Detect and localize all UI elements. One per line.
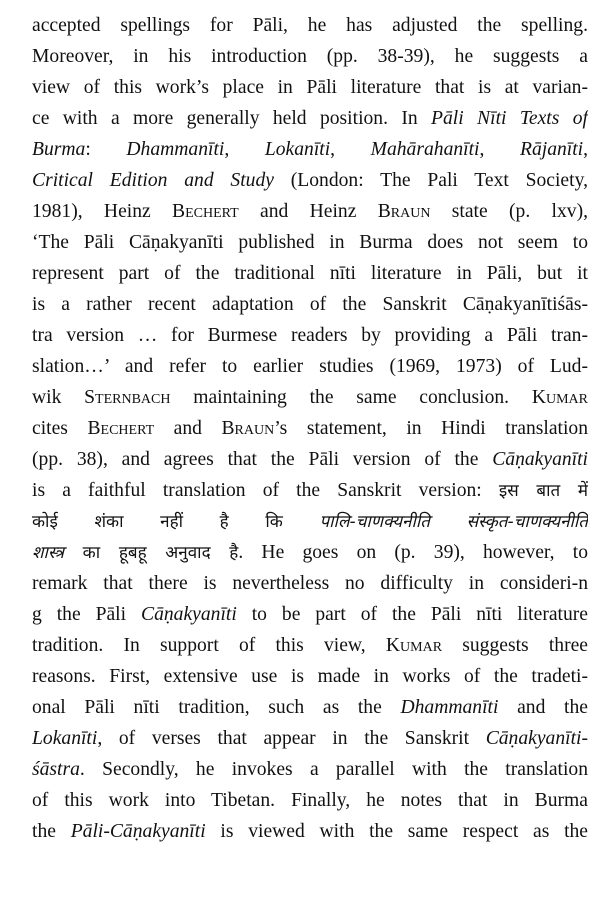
text-segment: , of verses that appear in the Sanskrit bbox=[97, 728, 486, 749]
text-line bbox=[32, 258, 588, 289]
text-line bbox=[32, 816, 588, 847]
text-segment: remark that there is nevertheless no difficulty in consideri-n bbox=[32, 573, 588, 594]
text-line bbox=[32, 723, 588, 754]
text-line bbox=[32, 41, 588, 72]
text-segment: Moreover, in his introduction (pp. 38-39), he suggests a bbox=[32, 46, 588, 67]
text-line bbox=[32, 103, 588, 134]
author-name-smallcaps: Kumar bbox=[385, 635, 443, 656]
text-segment: wik bbox=[32, 387, 85, 408]
text-segment: cites bbox=[32, 418, 88, 439]
text-segment: is viewed with the same respect as the bbox=[205, 821, 588, 842]
text-segment: tradition. In support of this view, bbox=[32, 635, 386, 656]
text-line bbox=[32, 661, 588, 692]
book-title-italic: śāstra bbox=[32, 759, 80, 780]
book-title-italic: Lokanīti bbox=[264, 139, 331, 160]
text-segment: accepted spellings for Pāli, he has adjusted the spelling. bbox=[32, 15, 588, 36]
author-name-smallcaps: Kumar bbox=[531, 387, 588, 408]
text-segment: , bbox=[583, 139, 588, 160]
text-segment: and Heinz bbox=[238, 201, 378, 222]
text-segment: is a faithful translation of the Sanskrit version: bbox=[32, 480, 499, 501]
body-text bbox=[32, 10, 588, 847]
author-name-smallcaps: Bechert bbox=[87, 418, 155, 439]
text-segment: maintaining the same conclusion. bbox=[170, 387, 532, 408]
book-title-italic: Critical Edition and Study bbox=[32, 170, 274, 191]
text-segment: , bbox=[330, 139, 371, 160]
book-title-italic: Pāli Nīti Texts of bbox=[431, 108, 588, 129]
text-line bbox=[32, 351, 588, 382]
text-segment: ‘The Pāli Cāṇakyanīti published in Burma does not seem to bbox=[32, 232, 588, 253]
text-line bbox=[32, 165, 588, 196]
text-segment: the bbox=[32, 821, 71, 842]
text-segment: suggests three bbox=[442, 635, 588, 656]
book-title-italic: Cāṇakyanīti bbox=[141, 604, 237, 625]
author-name-smallcaps: Bechert bbox=[172, 201, 239, 222]
text-segment: of this work into Tibetan. Finally, he notes that in Burma bbox=[32, 790, 588, 811]
book-title-italic: Lokanīti bbox=[32, 728, 98, 749]
book-title-italic: Dhammanīti bbox=[126, 139, 225, 160]
book-title-italic: Dhammanīti bbox=[400, 697, 499, 718]
text-segment: state (p. lxv), bbox=[430, 201, 588, 222]
text-line bbox=[32, 10, 588, 41]
text-line bbox=[32, 630, 588, 661]
author-name-smallcaps: Sternbach bbox=[84, 387, 171, 408]
hindi-text-italic: पालि-चाणक्यनीति संस्कृत-चाणक्यनीति bbox=[319, 512, 588, 532]
text-segment: slation…’ and refer to earlier studies (1969, 1973) of Lud- bbox=[32, 356, 588, 377]
hindi-text: इस बात में bbox=[498, 481, 588, 501]
text-line bbox=[32, 692, 588, 723]
text-line bbox=[32, 785, 588, 816]
text-segment: view of this work’s place in Pāli literature that is at varian- bbox=[32, 77, 588, 98]
text-segment: and the bbox=[498, 697, 588, 718]
book-title-italic: Pāli-Cāṇakyanīti bbox=[70, 821, 206, 842]
text-segment: 1981), Heinz bbox=[32, 201, 173, 222]
text-line bbox=[32, 413, 588, 444]
text-line bbox=[32, 134, 588, 165]
text-segment: g the Pāli bbox=[32, 604, 142, 625]
text-line bbox=[32, 599, 588, 630]
text-line bbox=[32, 568, 588, 599]
text-segment: reasons. First, extensive use is made in works of the tradeti- bbox=[32, 666, 588, 687]
text-line bbox=[32, 506, 588, 537]
book-title-italic: Cāṇakyanīti- bbox=[485, 728, 588, 749]
text-line bbox=[32, 196, 588, 227]
text-line bbox=[32, 72, 588, 103]
text-line bbox=[32, 320, 588, 351]
text-segment: . He goes on (p. 39), however, to bbox=[238, 542, 588, 563]
text-segment: is a rather recent adaptation of the Sanskrit Cāṇakyanītiśās- bbox=[32, 294, 588, 315]
book-title-italic: Rājanīti bbox=[519, 139, 584, 160]
author-name-smallcaps: Braun bbox=[377, 201, 431, 222]
text-segment: , bbox=[479, 139, 520, 160]
text-line bbox=[32, 537, 588, 568]
text-segment: (pp. 38), and agrees that the Pāli version of the bbox=[32, 449, 493, 470]
hindi-text: का हूबहू अनुवाद है bbox=[63, 543, 239, 563]
text-segment: (London: The Pali Text Society, bbox=[273, 170, 588, 191]
text-line bbox=[32, 475, 588, 506]
text-segment: , bbox=[224, 139, 265, 160]
text-segment: : bbox=[85, 139, 127, 160]
text-line bbox=[32, 382, 588, 413]
text-segment: tra version … for Burmese readers by providing a Pāli tran- bbox=[32, 325, 588, 346]
book-title-italic: Burma bbox=[32, 139, 86, 160]
text-line bbox=[32, 289, 588, 320]
text-line bbox=[32, 227, 588, 258]
text-segment: represent part of the traditional nīti literature in Pāli, but it bbox=[32, 263, 588, 284]
text-segment: onal Pāli nīti tradition, such as the bbox=[32, 697, 401, 718]
hindi-text: कोई शंका नहीं है कि bbox=[32, 512, 320, 532]
author-name-smallcaps: Braun bbox=[221, 418, 275, 439]
text-segment: to be part of the Pāli nīti literature bbox=[236, 604, 588, 625]
text-segment: ce with a more generally held position. In bbox=[32, 108, 432, 129]
text-line bbox=[32, 754, 588, 785]
text-segment: ’s statement, in Hindi translation bbox=[274, 418, 588, 439]
book-title-italic: Cāṇakyanīti bbox=[492, 449, 588, 470]
text-segment: . Secondly, he invokes a parallel with the translation bbox=[79, 759, 588, 780]
text-segment: and bbox=[154, 418, 222, 439]
book-title-italic: Mahārahanīti bbox=[370, 139, 480, 160]
hindi-text-italic: शास्त्र bbox=[32, 543, 64, 563]
text-line bbox=[32, 444, 588, 475]
